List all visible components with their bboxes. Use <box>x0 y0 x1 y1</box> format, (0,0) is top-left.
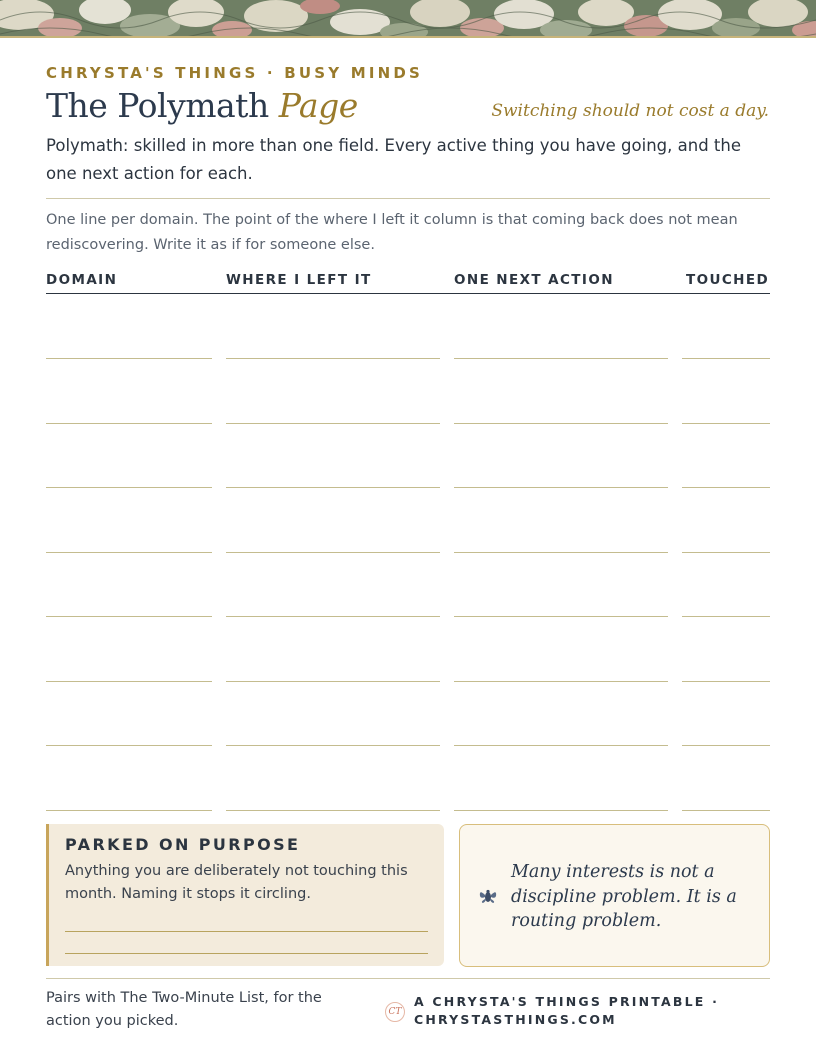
page-title-main: The Polymath <box>46 86 269 125</box>
write-line-domain[interactable] <box>46 552 212 553</box>
write-line-where-i-left-it[interactable] <box>226 745 440 746</box>
write-line-touched[interactable] <box>682 745 770 746</box>
credit <box>414 993 719 1029</box>
write-line-domain[interactable] <box>46 616 212 617</box>
write-line-where-i-left-it[interactable] <box>226 681 440 682</box>
floral-banner <box>0 0 816 38</box>
write-line-one-next-action[interactable] <box>454 745 668 746</box>
table-header-rule <box>46 293 770 294</box>
parked-title: PARKED ON PURPOSE <box>65 835 301 854</box>
brand-mark-icon: CT <box>385 1002 405 1022</box>
write-line-one-next-action[interactable] <box>454 681 668 682</box>
write-line-one-next-action[interactable] <box>454 358 668 359</box>
parked-body: Anything you are deliberately not touching this month. Naming it stops it circling. <box>65 863 408 902</box>
page-title <box>46 86 358 125</box>
write-line-one-next-action[interactable] <box>454 487 668 488</box>
write-line-where-i-left-it[interactable] <box>226 616 440 617</box>
write-line-domain[interactable] <box>46 681 212 682</box>
write-line-where-i-left-it[interactable] <box>226 358 440 359</box>
write-line-domain[interactable] <box>46 487 212 488</box>
parked-write-line[interactable] <box>65 953 428 954</box>
write-line-where-i-left-it[interactable] <box>226 810 440 811</box>
column-header-one-next-action: ONE NEXT ACTION <box>454 272 614 288</box>
write-line-touched[interactable] <box>682 487 770 488</box>
write-line-domain[interactable] <box>46 358 212 359</box>
write-line-one-next-action[interactable] <box>454 810 668 811</box>
floral-pattern-image <box>0 0 816 38</box>
pairs-with-note: Pairs with The Two-Minute List, for the action you picked. <box>46 990 322 1029</box>
instructions-text: One line per domain. The point of the where I left it column is that coming back does not mean rediscovering. Write it as if for someone else. <box>46 212 738 253</box>
write-line-where-i-left-it[interactable] <box>226 487 440 488</box>
write-line-one-next-action[interactable] <box>454 423 668 424</box>
write-line-touched[interactable] <box>682 423 770 424</box>
credit-line-2: CHRYSTASTHINGS.COM <box>414 1012 617 1027</box>
write-line-touched[interactable] <box>682 552 770 553</box>
parked-write-line[interactable] <box>65 931 428 932</box>
series-eyebrow: CHRYSTA'S THINGS · BUSY MINDS <box>46 64 424 82</box>
write-line-domain[interactable] <box>46 423 212 424</box>
write-line-where-i-left-it[interactable] <box>226 552 440 553</box>
write-line-one-next-action[interactable] <box>454 616 668 617</box>
write-line-where-i-left-it[interactable] <box>226 423 440 424</box>
write-line-touched[interactable] <box>682 616 770 617</box>
write-line-touched[interactable] <box>682 358 770 359</box>
quote-box <box>459 824 770 967</box>
footer-divider <box>46 978 770 979</box>
quote-text: Many interests is not a discipline problem. It is a routing problem. <box>511 862 737 931</box>
credit-line-1: A CHRYSTA'S THINGS PRINTABLE · <box>414 994 720 1009</box>
tagline: Switching should not cost a day. <box>491 101 769 121</box>
column-header-domain: DOMAIN <box>46 272 118 288</box>
bee-icon <box>478 887 498 905</box>
write-line-domain[interactable] <box>46 745 212 746</box>
write-line-touched[interactable] <box>682 681 770 682</box>
column-header-where-i-left-it: WHERE I LEFT IT <box>226 272 372 288</box>
write-line-touched[interactable] <box>682 810 770 811</box>
divider <box>46 198 770 199</box>
parked-on-purpose-box <box>46 824 444 966</box>
column-header-touched: TOUCHED <box>686 272 770 288</box>
page-title-accent: Page <box>278 86 358 125</box>
write-line-domain[interactable] <box>46 810 212 811</box>
write-line-one-next-action[interactable] <box>454 552 668 553</box>
intro-text: Polymath: skilled in more than one field. Every active thing you have going, and the one next action for each. <box>46 136 741 183</box>
